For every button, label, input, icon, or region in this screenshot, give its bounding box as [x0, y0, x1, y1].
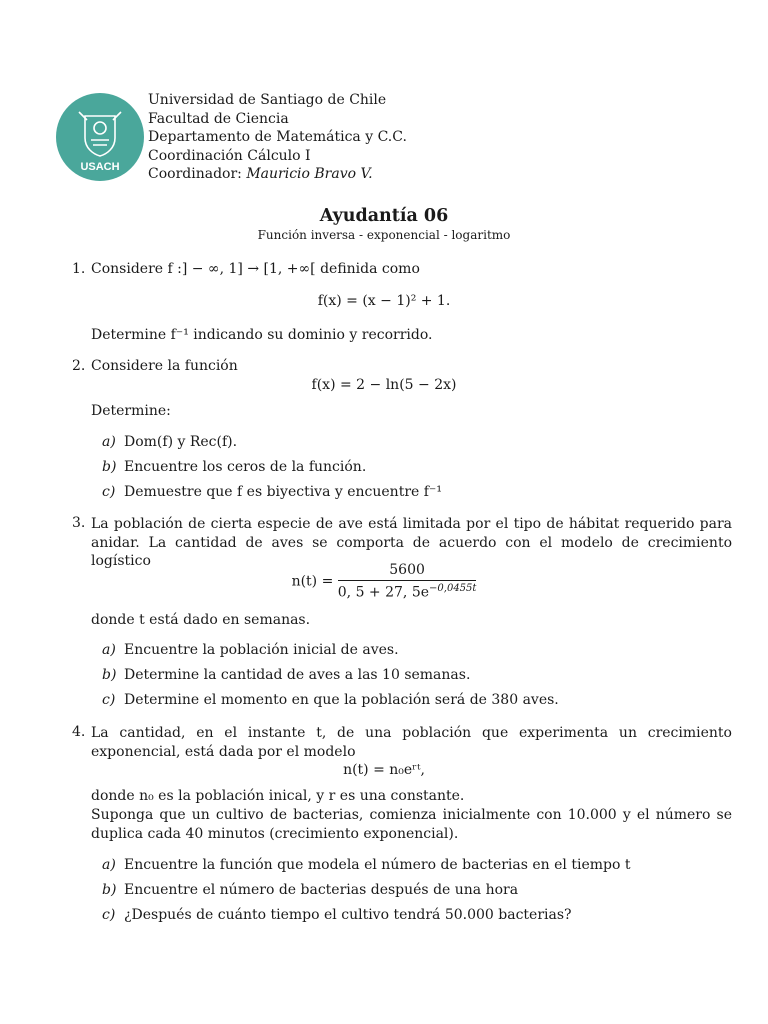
problem-4-item-a-label: a)	[102, 857, 116, 873]
problem-3-item-b-text: Determine la cantidad de aves a las 10 semanas.	[124, 667, 471, 683]
coordinator-line	[148, 165, 407, 184]
problem-4-closing-1: donde n₀ es la población inical, y r es una constante.	[91, 788, 465, 804]
problem-1-intro: Considere f :] − ∞, 1] → [1, +∞[ definida como	[91, 261, 420, 277]
problem-2-closing: Determine:	[91, 403, 171, 419]
faculty-name: Facultad de Ciencia	[148, 110, 289, 127]
problem-4-item-c-text: ¿Después de cuánto tiempo el cultivo tendrá 50.000 bacterias?	[124, 907, 572, 923]
problem-3-denominator-base: 0, 5 + 27, 5e	[337, 584, 430, 601]
problem-4-formula: n(t) = n₀eʳᵗ,	[343, 762, 425, 778]
problem-3-item-c-label: c)	[102, 692, 116, 708]
coordination-name: Coordinación Cálculo I	[148, 147, 311, 164]
problem-2-intro: Considere la función	[91, 358, 238, 374]
problem-3-item-c-text: Determine el momento en que la población será de 380 aves.	[124, 692, 559, 708]
problem-3-item-a-label: a)	[102, 642, 116, 658]
problem-3-fraction	[338, 562, 477, 601]
university-name: Universidad de Santiago de Chile	[148, 92, 387, 108]
problem-2-item-b-text: Encuentre los ceros de la función.	[124, 459, 367, 475]
problem-3-intro: La población de cierta especie de ave está limitada por el tipo de hábitat requerido para anidar. La cantidad de aves se comporta de acuerdo con el modelo de crecimiento logístico	[91, 516, 732, 569]
problem-3-item-b-label: b)	[102, 667, 117, 683]
problem-2-item-b-label: b)	[102, 459, 117, 475]
problem-4-item-a-text: Encuentre la función que modela el número de bacterias en el tiempo t	[124, 857, 631, 873]
coordinator-name: Mauricio Bravo V.	[246, 166, 373, 182]
problem-2-item-a-text: Dom(f) y Rec(f).	[124, 434, 238, 450]
problem-3-fraction-denominator	[338, 581, 477, 601]
problem-3-formula-lhs: n(t) =	[291, 573, 334, 590]
problem-4-item-b-label: b)	[102, 882, 117, 898]
page-title: Ayudantía 06	[319, 206, 449, 226]
problem-2-formula: f(x) = 2 − ln(5 − 2x)	[311, 377, 457, 393]
logo-text: USACH	[80, 161, 120, 173]
problem-4-item-b-text: Encuentre el número de bacterias después de una hora	[124, 882, 519, 898]
problem-3-item-a-text: Encuentre la población inicial de aves.	[124, 642, 399, 658]
problem-1-closing: Determine f⁻¹ indicando su dominio y recorrido.	[91, 327, 433, 343]
problem-2-item-c-text: Demuestre que f es biyectiva y encuentre f⁻¹	[124, 484, 442, 500]
problem-4-item-c-label: c)	[102, 907, 116, 923]
coordinator-label: Coordinador:	[148, 166, 242, 182]
problem-2-item-c-label: c)	[102, 484, 116, 500]
problem-3-denominator-exponent: −0,0455t	[429, 583, 477, 594]
problem-3-number: 3.	[72, 515, 86, 531]
problem-3-closing: donde t está dado en semanas.	[91, 612, 311, 628]
institution-header	[148, 91, 407, 184]
department-name: Departamento de Matemática y C.C.	[148, 129, 407, 145]
problem-4-number: 4.	[72, 724, 86, 740]
problem-1-formula: f(x) = (x − 1)² + 1.	[317, 293, 451, 309]
problem-1-number: 1.	[72, 261, 86, 277]
problem-3-formula	[0, 562, 768, 601]
problem-2-number: 2.	[72, 358, 86, 374]
problem-4-intro: La cantidad, en el instante t, de una población que experimenta un crecimiento exponencial, está dada por el modelo	[91, 725, 732, 760]
problem-3-fraction-numerator: 5600	[338, 562, 477, 581]
problem-4-closing-2: Suponga que un cultivo de bacterias, comienza inicialmente con 10.000 y el número se duplica cada 40 minutos (crecimiento exponencial).	[91, 807, 732, 842]
usach-logo	[55, 92, 145, 182]
page-subtitle: Función inversa - exponencial - logaritmo	[257, 228, 511, 242]
problem-2-item-a-label: a)	[102, 434, 116, 450]
